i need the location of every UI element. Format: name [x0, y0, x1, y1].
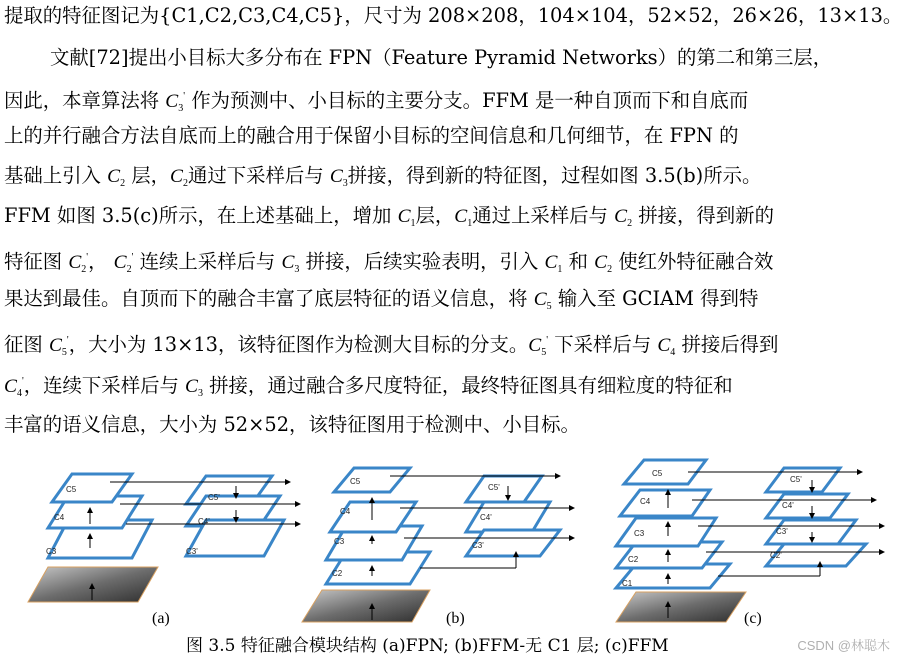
text-line-2: 因此，本章算法将 $C_3'$ 作为预测中、小目标的主要分支。FFM 是一种自顶而下和自底而: [4, 89, 749, 114]
input-image: [28, 567, 158, 602]
label-c-c4: C4: [640, 497, 651, 506]
label-a-c4: C4: [54, 513, 65, 522]
label-b-c5: C5: [350, 477, 361, 486]
layer-c5p: [466, 476, 542, 502]
label-b-c4: C4: [340, 507, 351, 516]
layer-c3: [616, 518, 716, 546]
text-line-6: 特征图 $C_2'$， $C_2'$ 连续上采样后与 $C_3$ 拼接，后续实验表明，引入 $C_1$ 和 $C_2$ 使红外特征融合效: [4, 250, 774, 275]
panel-a-label: (a): [152, 610, 170, 627]
panel-a: [28, 474, 300, 602]
label-c-c3p: C3': [776, 527, 788, 536]
label-c-c2: C2: [628, 555, 639, 564]
layer-c4: [620, 490, 710, 516]
label-a-c5p: C5': [208, 493, 220, 502]
layer-c4p: [766, 494, 848, 518]
label-b-c3: C3: [334, 537, 345, 546]
input-image: [302, 590, 430, 622]
label-b-c2: C2: [332, 569, 343, 578]
input-image: [616, 592, 746, 622]
label-a-c3p: C3': [186, 547, 198, 556]
label-b-c4p: C4': [480, 513, 492, 522]
panel-c-label: (c): [744, 610, 762, 627]
figure-caption: 图 3.5 特征融合模块结构 (a)FPN; (b)FFM-无 C1 层; (c)FFM: [186, 636, 669, 656]
label-c-c4p: C4': [782, 501, 794, 510]
text-line-4: 基础上引入 $C_2$ 层，$C_2$通过下采样后与 $C_3$拼接，得到新的特征图，过程如图 3.5(b)所示。: [4, 164, 762, 189]
label-b-c5p: C5': [488, 483, 500, 492]
text-line-0: 提取的特征图记为{C1,C2,C3,C4,C5}，尺寸为 208×208，104×104，52×52，26×26，13×13。: [4, 4, 903, 27]
layer-c4p: [466, 502, 550, 532]
label-c-c1: C1: [622, 579, 633, 588]
text-line-10: 丰富的语义信息，大小为 52×52，该特征图用于检测中、小目标。: [4, 413, 580, 436]
label-a-c3: C3: [46, 547, 57, 556]
watermark: CSDN @林聪木: [797, 638, 890, 653]
text-line-8: 征图 $C_5'$，大小为 13×13，该特征图作为检测大目标的分支。$C_5'$ 下采样后与 $C_4$ 拼接后得到: [4, 333, 779, 358]
text-line-7: 果达到最佳。自顶而下的融合丰富了底层特征的语义信息，将 $C_5$ 输入至 GCIAM 得到特: [4, 287, 759, 312]
text-line-1: 文献[72]提出小目标大多分布在 FPN（Feature Pyramid Networks）的第二和第三层，: [50, 46, 833, 69]
label-b-c3p: C3': [472, 541, 484, 550]
layer-c5: [334, 468, 410, 492]
text-line-3: 上的并行融合方法自底而上的融合用于保留小目标的空间信息和几何细节，在 FPN 的: [4, 124, 739, 147]
label-c-c3: C3: [634, 529, 645, 538]
label-c-c2p: C2': [770, 551, 782, 560]
label-a-c5: C5: [66, 485, 77, 494]
panel-b-label: (b): [446, 610, 465, 627]
text-line-5: FFM 如图 3.5(c)所示，在上述基础上，增加 $C_1$层，$C_1$通过上采样后与 $C_2$ 拼接，得到新的: [4, 204, 774, 229]
label-a-c4p: C4': [198, 517, 210, 526]
figure-3-5: [0, 452, 904, 632]
text-line-9: $C_4'$，连续下采样后与 $C_3$ 拼接，通过融合多尺度特征，最终特征图具有细粒度的特征和: [4, 374, 733, 399]
panel-b: [302, 468, 574, 622]
label-c-c5p: C5': [790, 475, 802, 484]
label-c-c5: C5: [652, 469, 663, 478]
panel-c: [616, 460, 884, 622]
